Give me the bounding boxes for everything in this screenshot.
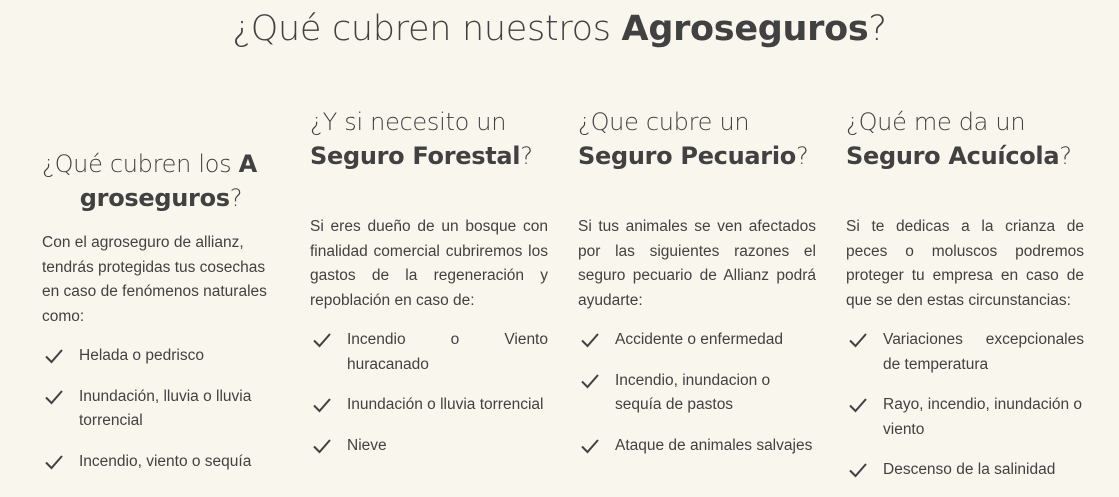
check-icon [848,395,868,415]
check-icon [580,436,600,456]
column-heading-suffix: ? [229,184,243,212]
page-title-suffix: ? [868,9,887,49]
coverage-column-pecuario [578,105,816,458]
coverage-item-label: Helada o pedrisco [79,347,204,364]
check-icon [44,346,64,366]
coverage-item [846,393,1084,442]
coverage-column-acuicola [846,105,1084,483]
column-heading-bold: Seguro Forestal [310,142,521,170]
coverage-item [846,328,1084,377]
column-heading-bold: A [238,150,257,178]
check-icon [848,460,868,480]
check-icon [44,452,64,472]
page-title-bold: Agroseguros [621,9,869,49]
column-intro: Si te dedicas a la crianza de peces o moluscos podremos proteger tu empresa en caso de que se den estas circunstancias: [846,218,1084,309]
column-heading-suffix: ? [795,142,809,170]
coverage-item-label: Inundación o lluvia torrencial [347,396,544,413]
coverage-item-label: Variaciones excepcionales de temperatura [883,331,1084,373]
coverage-item [846,458,1084,483]
coverage-column-agroseguros [42,147,280,474]
coverage-item-label: Incendio o Viento huracanado [347,331,548,373]
column-heading-text: ¿Y si necesito un [310,108,507,136]
column-heading-bold: Seguro Acuícola [846,142,1060,170]
coverage-item [578,369,816,418]
coverage-list [846,328,1084,483]
coverage-item-label: Descenso de la salinidad [883,461,1056,478]
column-heading [846,105,1084,173]
coverage-item-label: Nieve [347,436,387,454]
coverage-item [42,385,280,434]
coverage-list [578,328,816,458]
coverage-item-label: Inundación, lluvia o lluvia torrencial [79,387,252,429]
coverage-item-label: Incendio, viento o sequía [79,452,252,470]
column-heading-text: ¿Que cubre un [578,108,750,136]
check-icon [580,371,600,391]
column-heading-text: ¿Qué cubren los [42,150,239,178]
check-icon [580,330,600,350]
coverage-list [310,328,548,458]
coverage-item [310,393,548,418]
coverage-item [578,328,816,353]
coverage-item-label: Incendio, inundacion o sequía de pastos [615,371,771,413]
column-heading-suffix: ? [1059,142,1072,170]
coverage-item-label: Rayo, incendio, inundación o viento [883,396,1083,438]
column-intro: Si eres dueño de un bosque con finalidad comercial cubriremos los gastos de la regeneración y repoblación en caso de: [310,218,548,309]
coverage-item [42,344,280,369]
check-icon [44,387,64,407]
coverage-item-label: Accidente o enfermedad [615,331,784,348]
coverage-item [42,450,280,475]
column-heading [578,105,816,173]
check-icon [312,436,332,456]
check-icon [848,330,868,350]
column-heading [42,147,280,215]
column-heading-text: ¿Qué me da un [846,108,1026,136]
column-heading-bold: Seguro Pecuario [578,142,796,170]
check-icon [312,395,332,415]
coverage-list [42,344,280,474]
check-icon [312,330,332,350]
coverage-item [310,434,548,459]
page-title [0,9,1119,49]
column-heading-bold-cont: groseguros [79,184,230,212]
column-intro: Con el agroseguro de allianz, tendrás protegidas tus cosechas en caso de fenómenos naturales como: [42,234,267,325]
column-heading [310,105,548,173]
column-intro: Si tus animales se ven afectados por las siguientes razones el seguro pecuario de Allianz podrá ayudarte: [578,218,816,309]
coverage-item-label: Ataque de animales salvajes [615,436,813,454]
coverage-item [578,434,816,459]
page-title-text: ¿Qué cubren nuestros [232,9,622,49]
column-heading-suffix: ? [520,142,533,170]
coverage-column-forestal [310,105,548,458]
coverage-item [310,328,548,377]
